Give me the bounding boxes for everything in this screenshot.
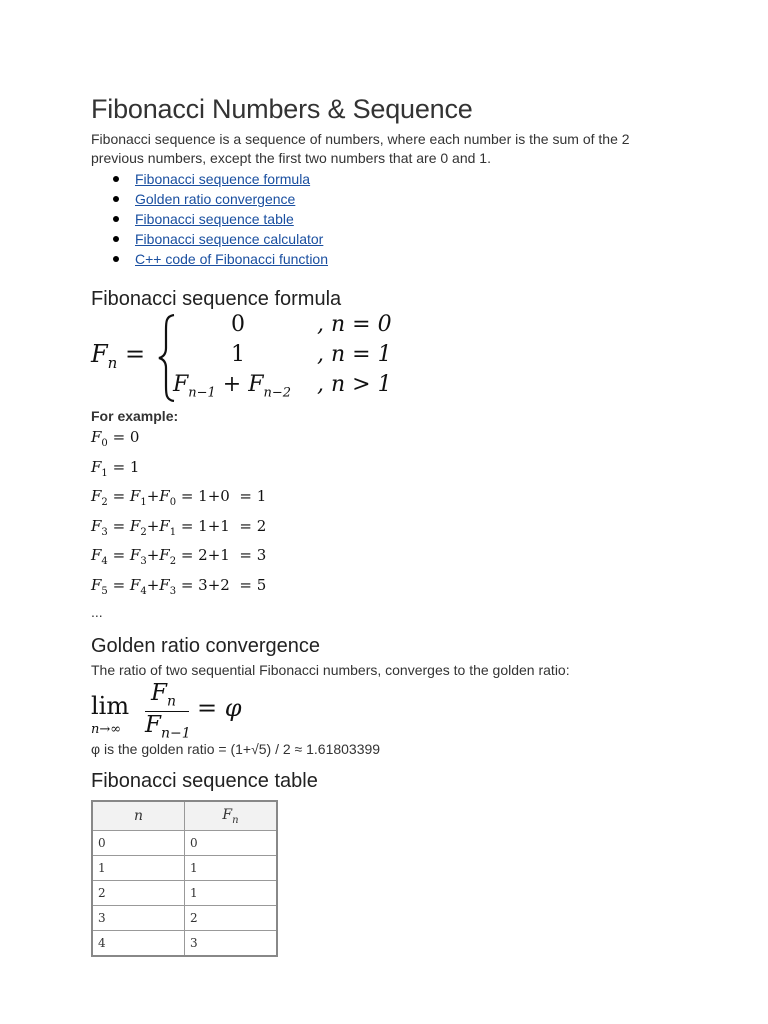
case-0-value: 0 bbox=[231, 312, 245, 337]
column-header-fn: $F_n$ bbox=[185, 801, 278, 831]
example-ellipsis: ... bbox=[91, 604, 103, 620]
case-1-value: 1 bbox=[231, 342, 245, 367]
toc-item bbox=[135, 229, 691, 249]
toc-link-cpp-code[interactable]: C++ code of Fibonacci function bbox=[135, 251, 329, 267]
example-line: $F_4 = F_3+F_2 = 2+1 = 3$ bbox=[91, 546, 267, 567]
example-line: $F_1 = 1$ bbox=[91, 457, 140, 479]
example-line: $F_2 = F_1+F_0 = 1+0 = 1$ bbox=[91, 487, 267, 508]
limit-denominator: $F_{n-1}$ bbox=[145, 712, 191, 742]
example-lines bbox=[91, 426, 691, 603]
table-row bbox=[92, 831, 277, 856]
formula-lhs: $F_n$ = bbox=[91, 340, 146, 372]
toc-link-formula[interactable]: Fibonacci sequence formula bbox=[135, 171, 311, 187]
toc-link-golden-ratio[interactable]: Golden ratio convergence bbox=[135, 191, 296, 207]
intro-paragraph: Fibonacci sequence is a sequence of numbers, where each number is the sum of the 2 previous numbers, except the first two numbers that are 0 and 1. bbox=[91, 131, 630, 166]
case-1-condition: , n = 1 bbox=[317, 342, 392, 367]
phi-definition: φ is the golden ratio = (1+√5) / 2 ≈ 1.61803399 bbox=[91, 741, 381, 757]
table-row bbox=[92, 931, 277, 957]
limit-numerator: $F_n$ bbox=[151, 680, 176, 710]
example-line: $F_0 = 0$ bbox=[91, 428, 140, 449]
example-label: For example: bbox=[91, 408, 179, 424]
limit-result: = φ bbox=[197, 694, 242, 722]
toc-link-calculator[interactable]: Fibonacci sequence calculator bbox=[135, 231, 324, 247]
toc-item bbox=[135, 189, 691, 209]
limit-lim: lim bbox=[91, 692, 130, 720]
case-2-value: $F_{n-1} + F_{n-2}$ bbox=[173, 372, 292, 401]
table-cell: 0 bbox=[185, 831, 278, 856]
table-cell: 0 bbox=[92, 831, 185, 856]
limit-formula bbox=[91, 680, 691, 740]
table-row bbox=[92, 906, 277, 931]
section-heading-table: Fibonacci sequence table bbox=[91, 770, 318, 792]
fibonacci-table bbox=[91, 800, 278, 957]
table-cell: 2 bbox=[92, 881, 185, 906]
section-heading-golden-ratio: Golden ratio convergence bbox=[91, 635, 321, 657]
table-cell: 3 bbox=[185, 931, 278, 957]
column-header-n: n bbox=[92, 801, 185, 831]
table-header-row bbox=[92, 801, 277, 831]
toc-item bbox=[135, 169, 691, 189]
example-line: $F_3 = F_2+F_1 = 1+1 = 2$ bbox=[91, 516, 267, 538]
table-cell: 3 bbox=[92, 906, 185, 931]
table-cell: 2 bbox=[185, 906, 278, 931]
toc-item bbox=[135, 249, 691, 269]
table-cell: 1 bbox=[185, 881, 278, 906]
table-row bbox=[92, 856, 277, 881]
toc-link-table[interactable]: Fibonacci sequence table bbox=[135, 211, 294, 227]
case-0-condition: , n = 0 bbox=[317, 312, 392, 337]
case-2-condition: , n > 1 bbox=[317, 372, 392, 397]
table-cell: 4 bbox=[92, 931, 185, 957]
table-row bbox=[92, 881, 277, 906]
table-cell: 1 bbox=[92, 856, 185, 881]
limit-subscript: n→∞ bbox=[91, 722, 122, 737]
section-heading-formula: Fibonacci sequence formula bbox=[91, 288, 342, 310]
table-cell: 1 bbox=[185, 856, 278, 881]
page-title: Fibonacci Numbers & Sequence bbox=[91, 94, 473, 124]
example-line: $F_5 = F_4+F_3 = 3+2 = 5$ bbox=[91, 575, 267, 597]
golden-ratio-text: The ratio of two sequential Fibonacci numbers, converges to the golden ratio: bbox=[91, 662, 570, 678]
fibonacci-formula bbox=[91, 312, 691, 404]
article bbox=[91, 92, 691, 957]
table-of-contents bbox=[91, 169, 691, 269]
toc-item bbox=[135, 209, 691, 229]
